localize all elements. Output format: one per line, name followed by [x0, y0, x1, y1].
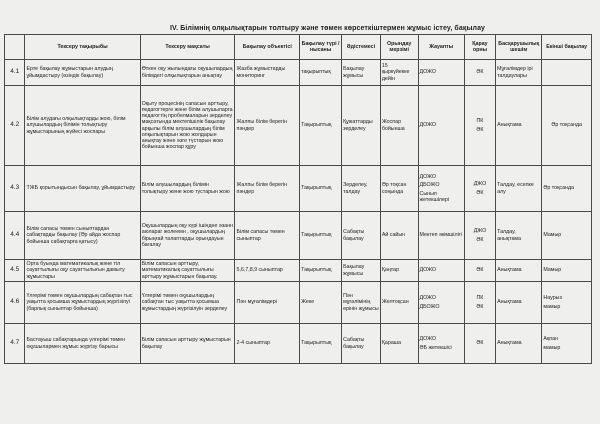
cell-management: Анықтама: [496, 260, 542, 282]
cell-management: Анықтама: [496, 324, 542, 364]
cell-deadline: 15 қыркүйекке дейін: [380, 60, 418, 86]
table-row: [5, 260, 592, 282]
venue-line: ПК: [476, 118, 484, 125]
cell-responsible: [418, 166, 464, 212]
table-row: [5, 212, 592, 260]
cell-object: 2-4 сыныптар: [235, 324, 300, 364]
header-purpose: Тексеру мақсаты: [140, 35, 235, 60]
header-topic: Тексеру тақырыбы: [25, 35, 140, 60]
cell-topic: Білім алудағы олқылықтарды жою, білім алушылардың білімін толықтыру жұмыстарының жүйесі жоспары: [25, 86, 140, 166]
cell-management: Талдау, есепке алу: [496, 166, 542, 212]
cell-venue: [464, 282, 495, 324]
cell-deadline: Желтоқсан: [380, 282, 418, 324]
cell-venue: ӘК: [464, 260, 495, 282]
cell-object: Жалпы білім берегін пәндер: [235, 86, 300, 166]
cell-topic: Үлгерімі төмен оқушылардың сабақтан тыс уақытта қосымша жұмыстардың жүргізілуі (барлық сыныптар бойынша): [25, 282, 140, 324]
responsible-line: ДБОЖО: [419, 303, 440, 310]
cell-type: тақырыптық: [300, 60, 342, 86]
cell-type: Жеке: [300, 282, 342, 324]
row-number: 4.2: [5, 86, 25, 166]
responsible-line: ӘБ жетекшісі: [419, 344, 452, 351]
cell-method: Бақылау жұмысы: [342, 260, 381, 282]
header-type: Бақылау түрі / нысаны: [300, 35, 342, 60]
row-number: 4.1: [5, 60, 25, 86]
cell-purpose: Білім сапасын арттыру, математикалық сауаттылығы арттыру жұмыстарын бақылау.: [140, 260, 235, 282]
responsible-line: ДОЖО: [419, 336, 437, 343]
responsible-line: ДОЖО: [419, 174, 437, 181]
row-number: 4.3: [5, 166, 25, 212]
cell-type: Тақырыптық: [300, 212, 342, 260]
row-number: 4.4: [5, 212, 25, 260]
venue-line: ӘК: [476, 126, 484, 133]
cell-venue: [464, 86, 495, 166]
cell-object: Пән мұғалімдері: [235, 282, 300, 324]
cell-topic: Білім сапасы төмен сыныптардан сабақтарды бақылау (Әр айда жоспар бойынша сабақтарға қатысу): [25, 212, 140, 260]
table-row: [5, 86, 592, 166]
cell-method: Сабақты бақылау: [342, 324, 381, 364]
cell-management: Талдау, анықтама: [496, 212, 542, 260]
cell-purpose: Оқушылардың оқу күрі ішіндне әзанн аюлараг жолеемн , оқушылардың бірыңғай талаптарды орындауын бағалау: [140, 212, 235, 260]
cell-responsible: Мектеп әкімшілігі: [418, 212, 464, 260]
cell-secondary: [542, 60, 592, 86]
cell-purpose: Білім алушылардың білімін толықтыру және жою түстарын жою: [140, 166, 235, 212]
cell-responsible: [418, 324, 464, 364]
table-header-row: [5, 35, 592, 60]
secondary-line: мамыр: [543, 344, 561, 351]
cell-deadline: Жоспар бойынша: [380, 86, 418, 166]
responsible-line: ДОЖО: [419, 295, 437, 302]
cell-management: Анықтама: [496, 86, 542, 166]
secondary-line: мамыр: [543, 303, 561, 310]
responsible-line: Сынып жетекшілері: [419, 190, 450, 203]
cell-topic: ТЖБ қорытындысын бақылау, ұйымдастыру: [25, 166, 140, 212]
cell-responsible: ДОЖО: [418, 60, 464, 86]
secondary-line: Наурыз: [543, 295, 562, 302]
cell-object: Білім сапасы төмен сыныптар: [235, 212, 300, 260]
cell-venue: [464, 166, 495, 212]
cell-method: Бақылау жұмысы: [342, 60, 381, 86]
venue-line: ДЖО: [473, 228, 487, 235]
venue-line: ӘК: [476, 236, 484, 243]
cell-purpose: Өткен оқу жылындағы оқушылардың білімдегі олқылықтарын анықтау: [140, 60, 235, 86]
cell-topic: Орта буында математикалық және тіл сауаттылығы оқу сауаттылығын дамыту жұмыстары: [25, 260, 140, 282]
cell-responsible: ДОЖО: [418, 86, 464, 166]
table-row: [5, 166, 592, 212]
responsible-line: ДБОЖО: [419, 182, 440, 189]
cell-type: Тақырыптық: [300, 324, 342, 364]
cell-type: Тақырыптық: [300, 260, 342, 282]
cell-deadline: Ай сайын: [380, 212, 418, 260]
cell-method: Зерделеу, талдау: [342, 166, 381, 212]
header-venue: Қарау орны: [464, 35, 495, 60]
cell-responsible: [418, 282, 464, 324]
secondary-line: Ақпан: [543, 336, 558, 343]
venue-line: ӘК: [476, 303, 484, 310]
cell-purpose: Оқыту процесінің сапасын арттыру, педагогтерге және білім алушыларға педагогтің пробелмаларын зерделеу мақсатында мектепішілік бақылау арқылы білім алушылардың білім олқылықтарын жою жолдарын анықтау және әзге түстарын жою бойынша жоспар құру: [140, 86, 235, 166]
cell-purpose: Үлгерімі төмен оқушылардың сабақтан тыс уақытта қосымша жұмыстардың жүргізілуін зерделеу: [140, 282, 235, 324]
header-secondary: Екінші бақылау: [542, 35, 592, 60]
cell-deadline: Әр тоқсан соңында: [380, 166, 418, 212]
cell-type: Тақырыптық: [300, 166, 342, 212]
cell-secondary: Мамыр: [542, 260, 592, 282]
cell-management: Анықтама: [496, 282, 542, 324]
row-number: 4.6: [5, 282, 25, 324]
cell-object: Жазба жұмыстарды мониторинг: [235, 60, 300, 86]
cell-venue: ӘК: [464, 324, 495, 364]
cell-method: Сабақты бақылау: [342, 212, 381, 260]
cell-deadline: Қараша: [380, 324, 418, 364]
table-row: [5, 282, 592, 324]
header-method: Әдістемесі: [342, 35, 381, 60]
row-number: 4.7: [5, 324, 25, 364]
cell-venue: ӘК: [464, 60, 495, 86]
table-row: [5, 324, 592, 364]
venue-line: ДЖО: [473, 181, 487, 188]
cell-secondary: [542, 324, 592, 364]
header-num: [5, 35, 25, 60]
cell-secondary: Мамыр: [542, 212, 592, 260]
cell-object: 5,6,7,8,9 сыныптар: [235, 260, 300, 282]
venue-line: ӘК: [476, 189, 484, 196]
header-object: Бақылау объектісі: [235, 35, 300, 60]
cell-topic: Бастауыш сабақтарында үлгерімі төмен оқушылармен жұмыс жүргізу барысы: [25, 324, 140, 364]
cell-method: Құжаттарды зерделеу: [342, 86, 381, 166]
cell-purpose: Білім сапасын арттыру жұмыстарын бақылау: [140, 324, 235, 364]
header-responsible: Жауапты: [418, 35, 464, 60]
cell-topic: Ерте бақылау жұмыстарын алудың ұйымдастыру (өзіндік бақылау): [25, 60, 140, 86]
header-management: Басқарушылық шешім: [496, 35, 542, 60]
cell-secondary: Әр тоқсанда: [542, 166, 592, 212]
cell-type: Тақырыптық: [300, 86, 342, 166]
cell-method: Пән мұғалімінің ерінін жұмысы: [342, 282, 381, 324]
cell-object: Жалпы білім берегін пәндер: [235, 166, 300, 212]
cell-secondary: Әр тоқсанда: [542, 86, 592, 166]
cell-secondary: [542, 282, 592, 324]
row-number: 4.5: [5, 260, 25, 282]
venue-line: ПК: [476, 295, 484, 302]
cell-responsible: ДОЖО: [418, 260, 464, 282]
cell-deadline: Қаңтар: [380, 260, 418, 282]
document-title: IV. Білімнің олқылықтарын толтыру және төмен көрсеткіштермен жұмыс істеу, бақылау: [170, 25, 486, 32]
inspection-plan-table: [4, 34, 592, 364]
header-deadline: Орындау мерзімі: [380, 35, 418, 60]
cell-management: Мұғалімдер ірі талдаулары: [496, 60, 542, 86]
cell-venue: [464, 212, 495, 260]
table-row: [5, 60, 592, 86]
